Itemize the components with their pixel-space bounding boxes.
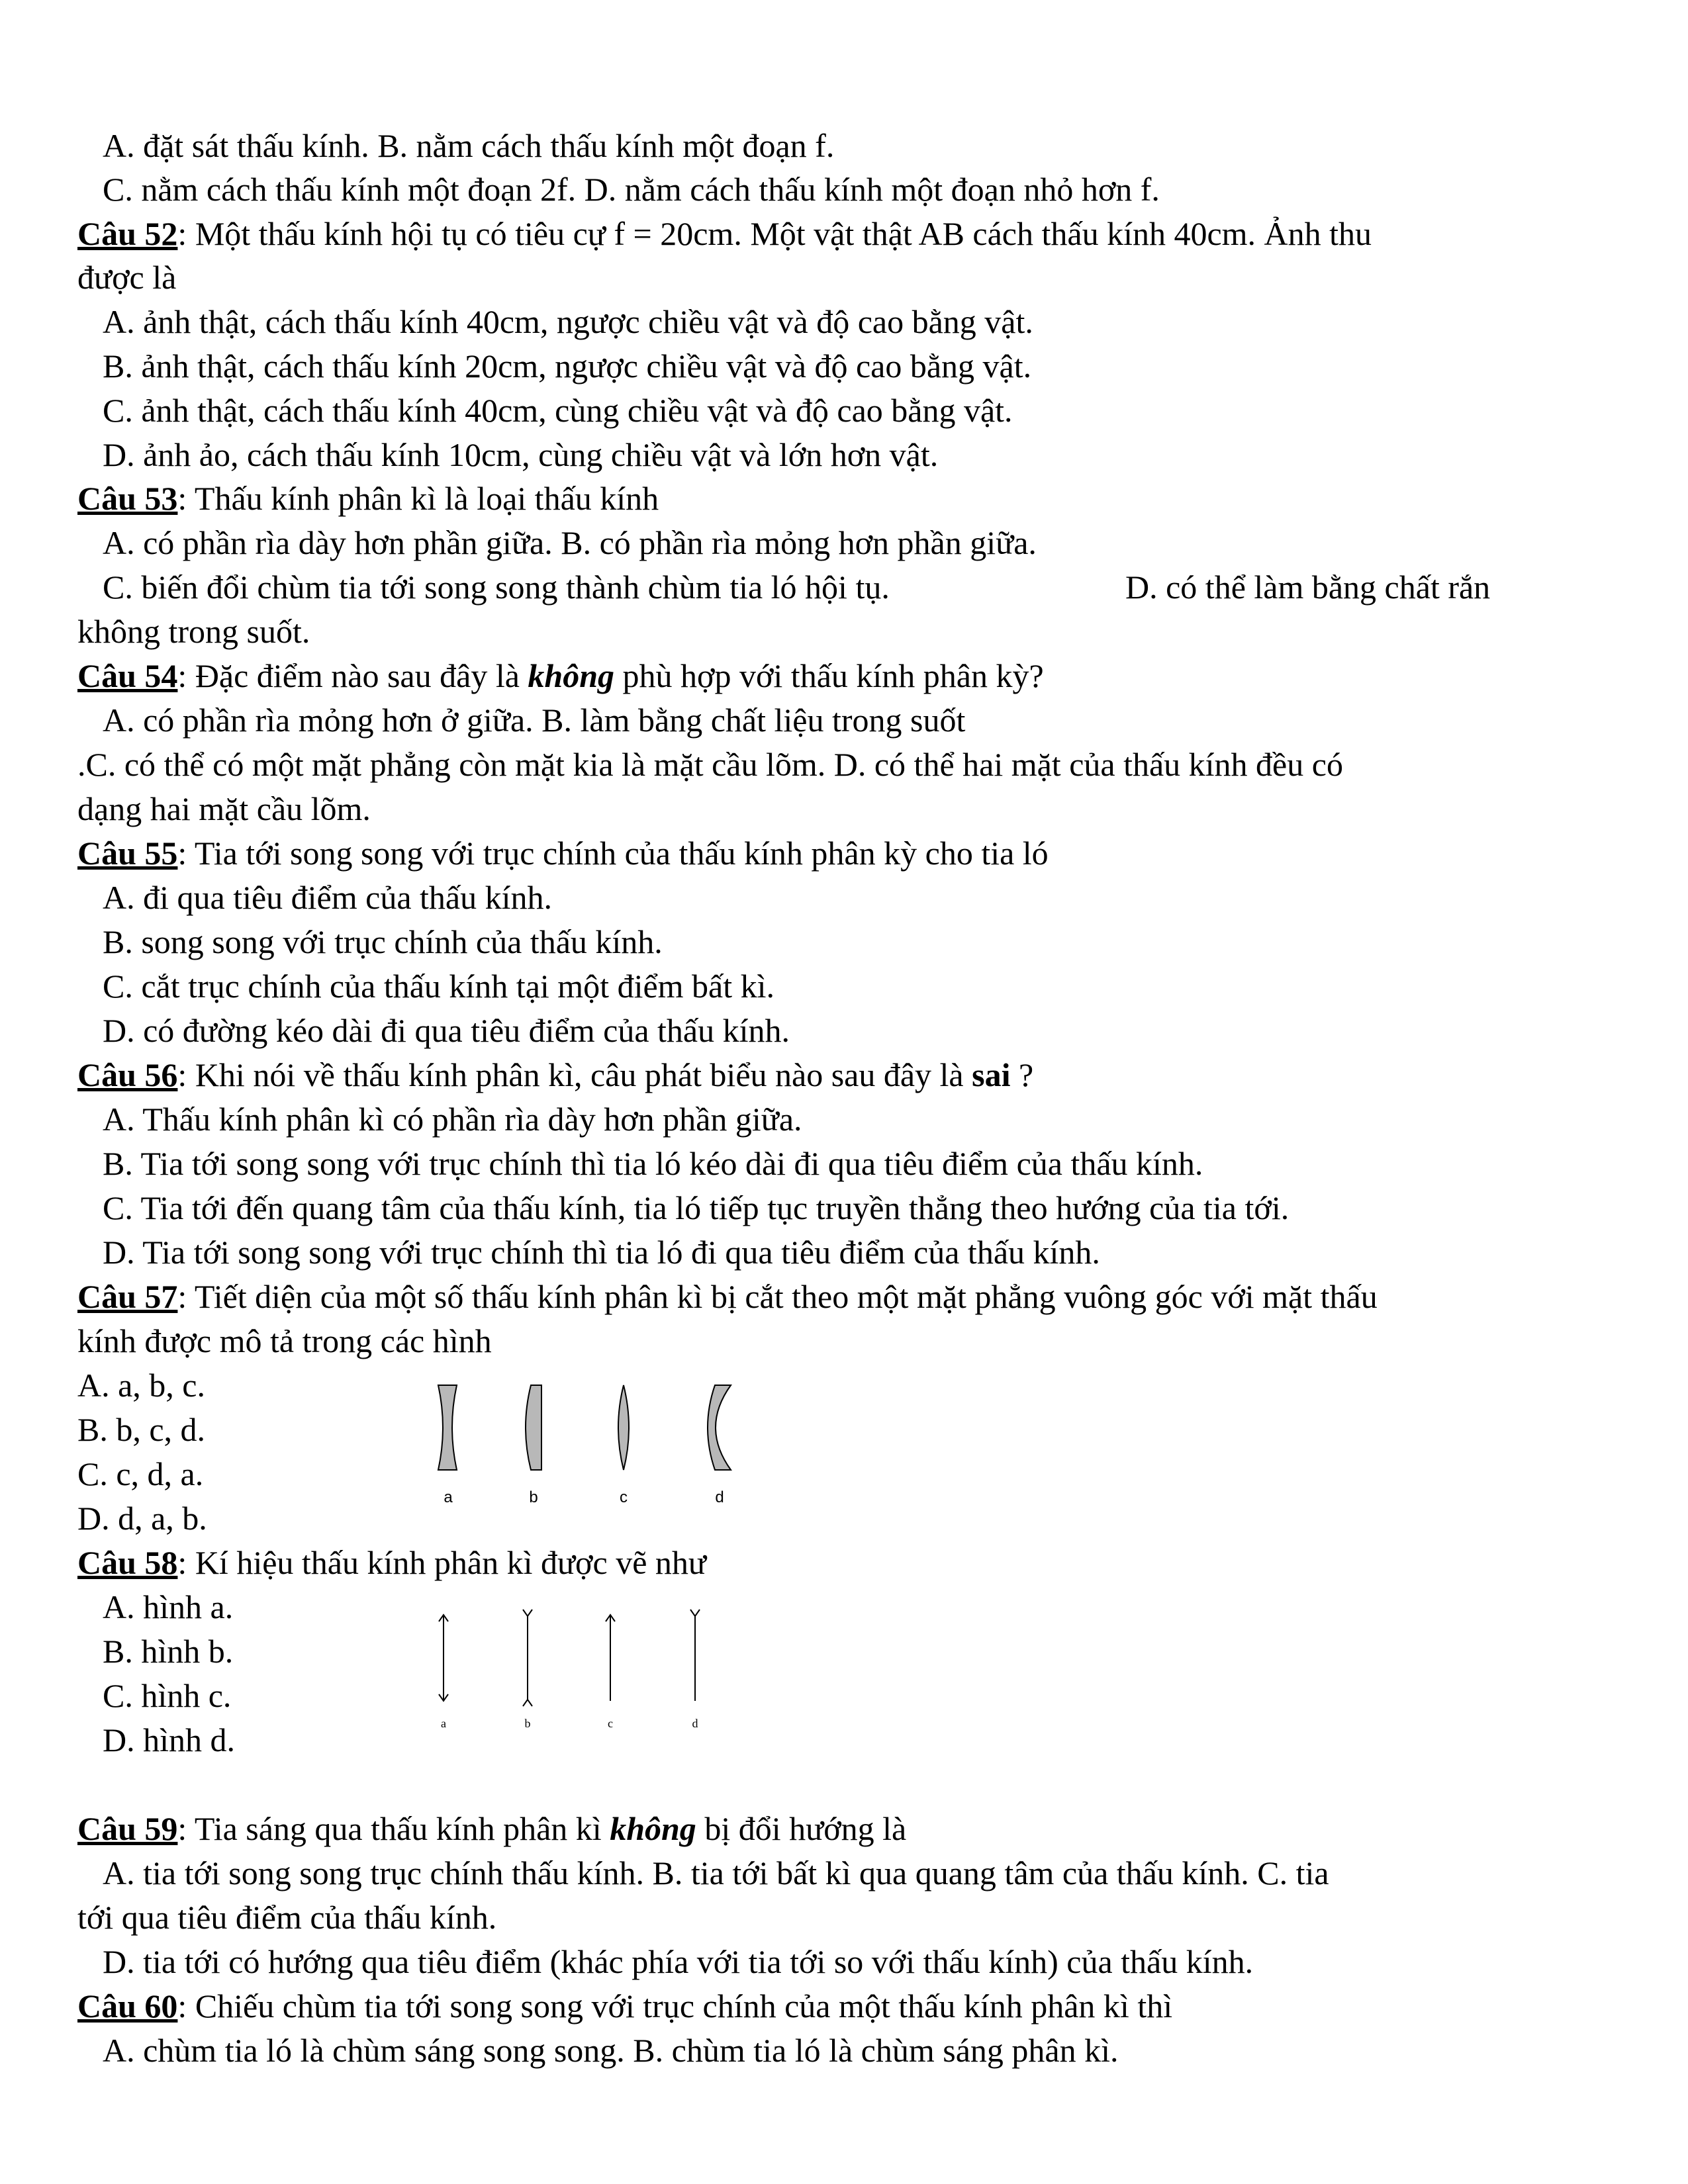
q57-lens-section-figure — [424, 1380, 748, 1512]
q53-question — [77, 477, 659, 520]
q57-question — [77, 1275, 1378, 1318]
q56-text-b: ? — [1010, 1056, 1034, 1093]
q57-fig-label-b: b — [529, 1488, 538, 1506]
q60-option-ab: A. chùm tia ló là chùm sáng song song. B. chùm tia ló là chùm sáng phân kì. — [103, 2032, 1119, 2069]
q55-option-c: C. cắt trục chính của thấu kính tại một điểm bất kì. — [103, 968, 775, 1005]
lens-symbol-c — [606, 1615, 615, 1701]
lens-symbol-d — [690, 1610, 700, 1701]
lens-section-a — [438, 1385, 457, 1470]
q57-text-cont: kính được mô tả trong các hình — [77, 1322, 492, 1359]
q54-label: Câu 54 — [77, 657, 178, 694]
lens-section-d — [708, 1385, 731, 1470]
q58-label: Câu 58 — [77, 1544, 178, 1581]
lens-section-b — [526, 1385, 541, 1470]
q52-option-c: C. ảnh thật, cách thấu kính 40cm, cùng chiều vật và độ cao bằng vật. — [103, 392, 1013, 429]
q55-text: : Tia tới song song với trục chính của thấu kính phân kỳ cho tia ló — [177, 835, 1049, 872]
q59-text-a: : Tia sáng qua thấu kính phân kì — [177, 1810, 610, 1847]
q52-option-a: A. ảnh thật, cách thấu kính 40cm, ngược chiều vật và độ cao bằng vật. — [103, 303, 1033, 340]
q55-question — [77, 831, 1049, 875]
q56-option-a: A. Thấu kính phân kì có phần rìa dày hơn phần giữa. — [103, 1101, 802, 1138]
q52-option-d: D. ảnh ảo, cách thấu kính 10cm, cùng chiều vật và lớn hơn vật. — [103, 436, 939, 473]
q53-option-d: D. có thể làm bằng chất rắn — [1125, 569, 1491, 606]
q54-option-cd-cont: dạng hai mặt cầu lõm. — [77, 790, 371, 827]
q56-option-b: B. Tia tới song song với trục chính thì tia ló kéo dài đi qua tiêu điểm của thấu kính. — [103, 1145, 1203, 1182]
q60-label: Câu 60 — [77, 1987, 178, 2025]
q56-text-a: : Khi nói về thấu kính phân kì, câu phát biểu nào sau đây là — [177, 1056, 972, 1093]
q58-option-a: A. hình a. — [103, 1588, 234, 1625]
q59-option-c-cont: tới qua tiêu điểm của thấu kính. — [77, 1899, 497, 1936]
q56-option-c: C. Tia tới đến quang tâm của thấu kính, tia ló tiếp tục truyền thẳng theo hướng của tia tới. — [103, 1189, 1289, 1226]
q54-option-ab: A. có phần rìa mỏng hơn ở giữa. B. làm bằng chất liệu trong suốt — [103, 702, 966, 739]
q58-option-d: D. hình d. — [103, 1721, 235, 1758]
q58-lens-symbol-figure — [424, 1608, 728, 1734]
q52-question — [77, 212, 1372, 255]
q57-fig-label-c: c — [620, 1488, 628, 1506]
q59-label: Câu 59 — [77, 1810, 178, 1847]
q58-fig-label-d: d — [692, 1717, 698, 1730]
q53-option-d-cont: không trong suốt. — [77, 613, 310, 650]
lens-section-c — [618, 1385, 629, 1470]
q56-text-emphasis: sai — [972, 1056, 1011, 1093]
q59-text-b: bị đổi hướng là — [696, 1810, 907, 1847]
q55-option-d: D. có đường kéo dài đi qua tiêu điểm của thấu kính. — [103, 1012, 790, 1049]
q56-label: Câu 56 — [77, 1056, 178, 1093]
q55-label: Câu 55 — [77, 835, 178, 872]
q59-text-emphasis: không — [610, 1810, 696, 1847]
q55-option-b: B. song song với trục chính của thấu kính. — [103, 923, 663, 960]
q51-option-ab: A. đặt sát thấu kính. B. nằm cách thấu kính một đoạn f. — [103, 127, 835, 164]
q57-option-a: A. a, b, c. — [77, 1367, 205, 1404]
lens-symbol-a — [439, 1615, 448, 1701]
q58-fig-label-a: a — [441, 1717, 446, 1730]
q54-option-cd: .C. có thể có một mặt phẳng còn mặt kia là mặt cầu lõm. D. có thể hai mặt của thấu kính đều có — [77, 746, 1343, 783]
q58-fig-label-b: b — [524, 1717, 531, 1730]
q55-option-a: A. đi qua tiêu điểm của thấu kính. — [103, 879, 553, 916]
q53-text: : Thấu kính phân kì là loại thấu kính — [177, 480, 659, 517]
q57-label: Câu 57 — [77, 1278, 178, 1315]
q57-fig-label-a: a — [444, 1488, 453, 1506]
q57-option-d: D. d, a, b. — [77, 1500, 207, 1537]
q52-option-b: B. ảnh thật, cách thấu kính 20cm, ngược chiều vật và độ cao bằng vật. — [103, 347, 1032, 385]
q57-text: : Tiết diện của một số thấu kính phân kì bị cắt theo một mặt phẳng vuông góc với mặt thấu — [177, 1278, 1378, 1315]
q60-question — [77, 1984, 1172, 2028]
q58-text: : Kí hiệu thấu kính phân kì được vẽ như — [177, 1544, 706, 1581]
q52-text: : Một thấu kính hội tụ có tiêu cự f = 20cm. Một vật thật AB cách thấu kính 40cm. Ảnh thu — [177, 215, 1372, 252]
q58-fig-label-c: c — [608, 1717, 613, 1730]
lens-symbol-b — [523, 1610, 532, 1706]
q51-option-cd: C. nằm cách thấu kính một đoạn 2f. D. nằm cách thấu kính một đoạn nhỏ hơn f. — [103, 171, 1160, 208]
q58-option-b: B. hình b. — [103, 1633, 234, 1670]
q56-question — [77, 1053, 1033, 1097]
q54-question — [77, 654, 1044, 698]
q54-text-a: : Đặc điểm nào sau đây là — [177, 657, 528, 694]
q57-option-b: B. b, c, d. — [77, 1411, 206, 1448]
q56-option-d: D. Tia tới song song với trục chính thì tia ló đi qua tiêu điểm của thấu kính. — [103, 1234, 1100, 1271]
q57-fig-label-d: d — [715, 1488, 724, 1506]
q59-option-abc: A. tia tới song song trục chính thấu kính. B. tia tới bất kì qua quang tâm của thấu kính. C. tia — [103, 1854, 1329, 1891]
q58-option-c: C. hình c. — [103, 1677, 232, 1714]
q52-label: Câu 52 — [77, 215, 178, 252]
q59-option-d: D. tia tới có hướng qua tiêu điểm (khác phía với tia tới so với thấu kính) của thấu kính. — [103, 1943, 1254, 1980]
q57-option-c: C. c, d, a. — [77, 1455, 204, 1492]
q59-question — [77, 1807, 906, 1850]
q60-text: : Chiếu chùm tia tới song song với trục chính của một thấu kính phân kì thì — [177, 1987, 1173, 2025]
q53-label: Câu 53 — [77, 480, 178, 517]
q58-question — [77, 1541, 706, 1584]
q54-text-b: phù hợp với thấu kính phân kỳ? — [614, 657, 1044, 694]
q54-text-emphasis: không — [528, 657, 615, 694]
q53-option-c: C. biến đổi chùm tia tới song song thành chùm tia ló hội tụ. — [103, 569, 890, 606]
q52-text-cont: được là — [77, 259, 177, 296]
q53-option-ab: A. có phần rìa dày hơn phần giữa. B. có phần rìa mỏng hơn phần giữa. — [103, 524, 1037, 561]
